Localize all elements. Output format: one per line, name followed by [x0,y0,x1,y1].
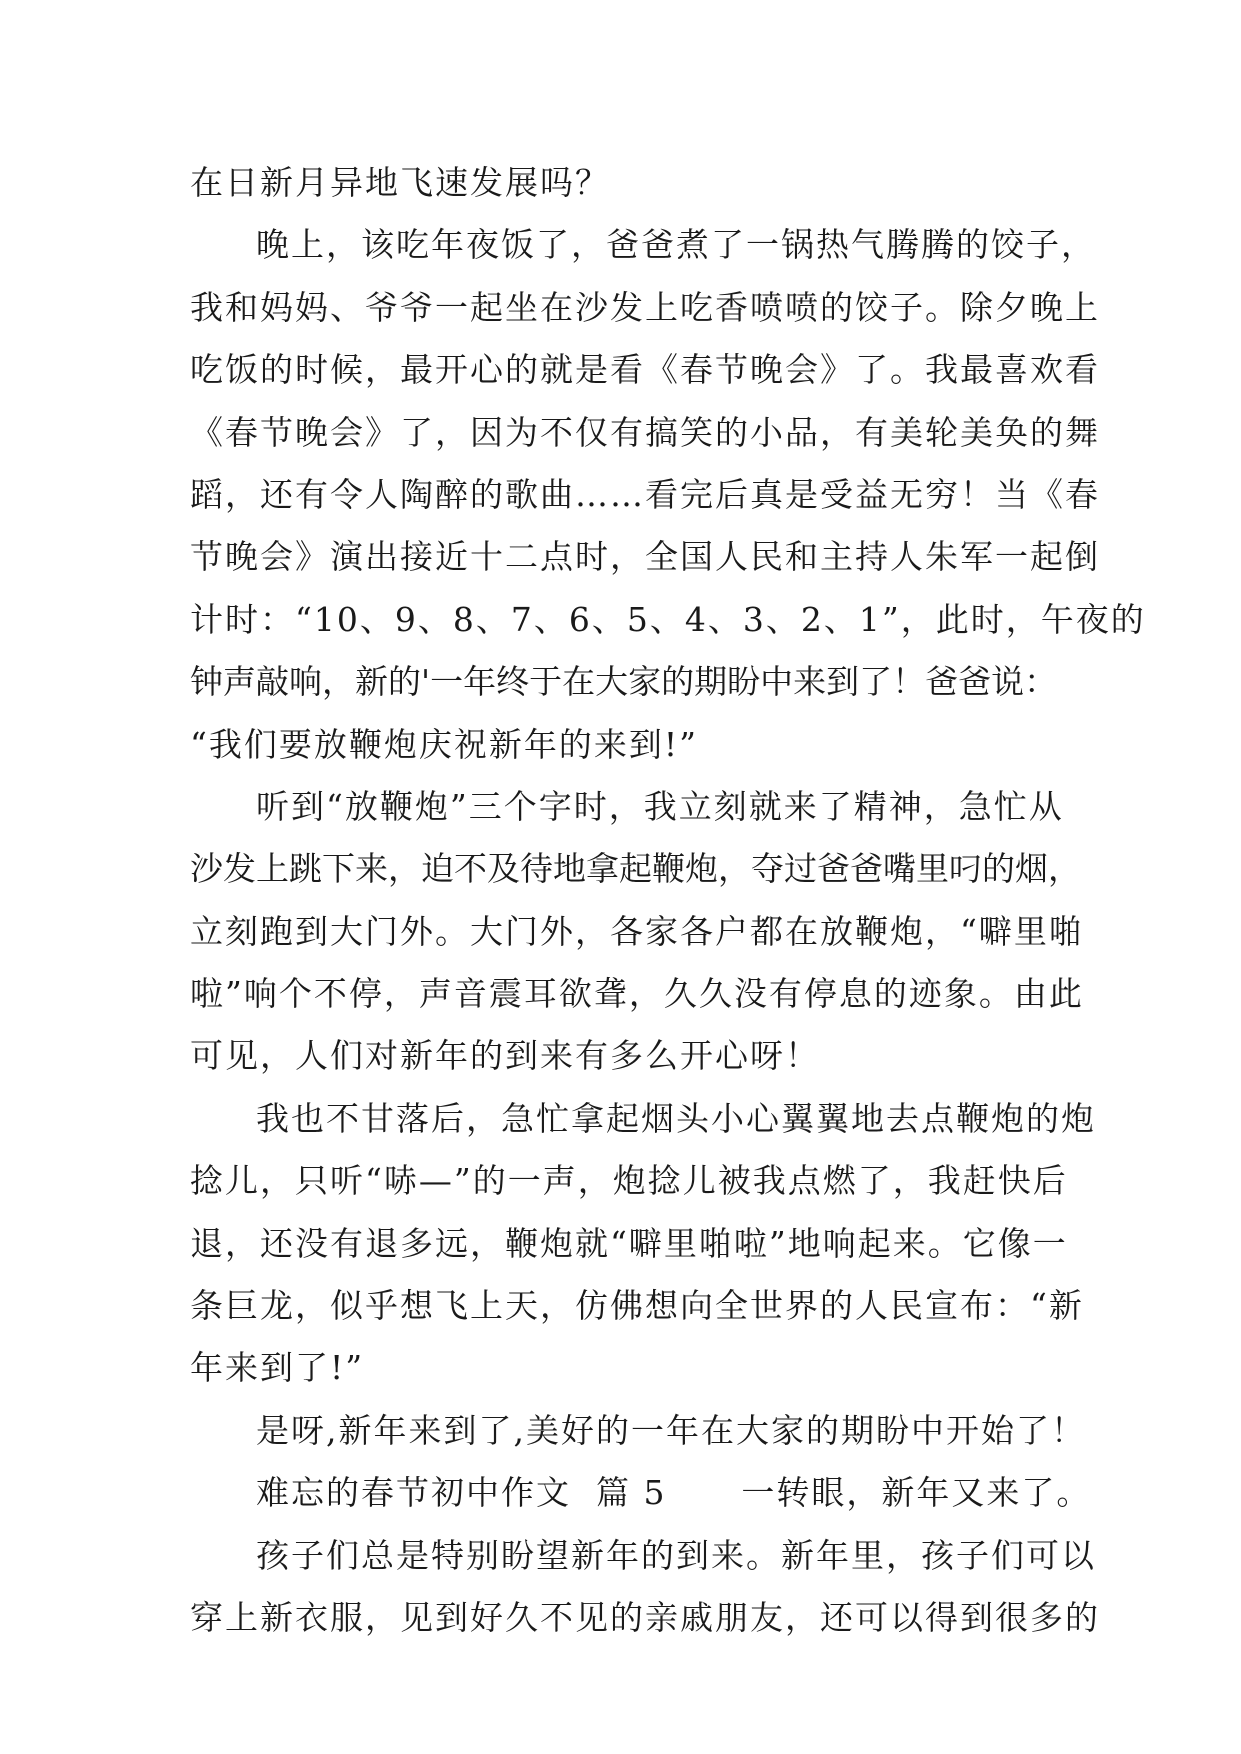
text-line: “我们要放鞭炮庆祝新年的来到!” [190,724,699,764]
text-line: 节晚会》演出接近十二点时，全国人民和主持人朱军一起倒 [190,537,1100,577]
paragraph-start-line: 孩子们总是特别盼望新年的到来。新年里，孩子们可以 [256,1535,1096,1575]
text-line: 钟声敲响，新的'一年终于在大家的期盼中来到了！爸爸说： [190,662,1058,702]
text-line: 沙发上跳下来，迫不及待地拿起鞭炮，夺过爸爸嘴里叼的烟， [190,849,1081,889]
text-line: 立刻跑到大门外。大门外，各家各户都在放鞭炮，“噼里啪 [190,911,1084,951]
text-line: 《春节晚会》了，因为不仅有搞笑的小品，有美轮美奂的舞 [190,412,1100,452]
text-line: 啦”响个不停，声音震耳欲聋，久久没有停息的迹象。由此 [190,974,1084,1014]
paragraph-start-line: 晚上，该吃年夜饭了，爸爸煮了一锅热气腾腾的饺子， [256,225,1096,265]
text-line: 我和妈妈、爷爷一起坐在沙发上吃香喷喷的饺子。除夕晚上 [190,287,1100,327]
text-line: 吃饭的时候，最开心的就是看《春节晚会》了。我最喜欢看 [190,350,1100,390]
section-heading-line: 难忘的春节初中作文 篇 5 一转眼，新年又来了。 [256,1473,1092,1513]
paragraph-start-line: 听到“放鞭炮”三个字时，我立刻就来了精神，急忙从 [256,786,1064,826]
text-line: 在日新月异地飞速发展吗？ [190,163,610,202]
text-line: 条巨龙，似乎想飞上天，仿佛想向全世界的人民宣布：“新 [190,1286,1084,1326]
text-line: 蹈，还有令人陶醉的歌曲……看完后真是受益无穷！当《春 [190,474,1100,514]
essay-body [190,152,1146,1649]
paragraph-start-line: 是呀,新年来到了,美好的一年在大家的期盼中开始了！ [256,1410,1086,1450]
text-line: 可见，人们对新年的到来有多么开心呀！ [190,1036,820,1076]
paragraph-start-line: 我也不甘落后，急忙拿起烟头小心翼翼地去点鞭炮的炮 [256,1098,1096,1138]
text-line: 计时：“10、9、8、7、6、5、4、3、2、1”，此时，午夜的 [190,599,1146,639]
text-line: 穿上新衣服，见到好久不见的亲戚朋友，还可以得到很多的 [190,1597,1100,1637]
text-line: 退，还没有退多远，鞭炮就“噼里啪啦”地响起来。它像一 [190,1223,1068,1263]
text-line: 年来到了!” [190,1348,365,1388]
text-line: 捻儿，只听“哧—”的一声，炮捻儿被我点燃了，我赶快后 [190,1161,1068,1201]
